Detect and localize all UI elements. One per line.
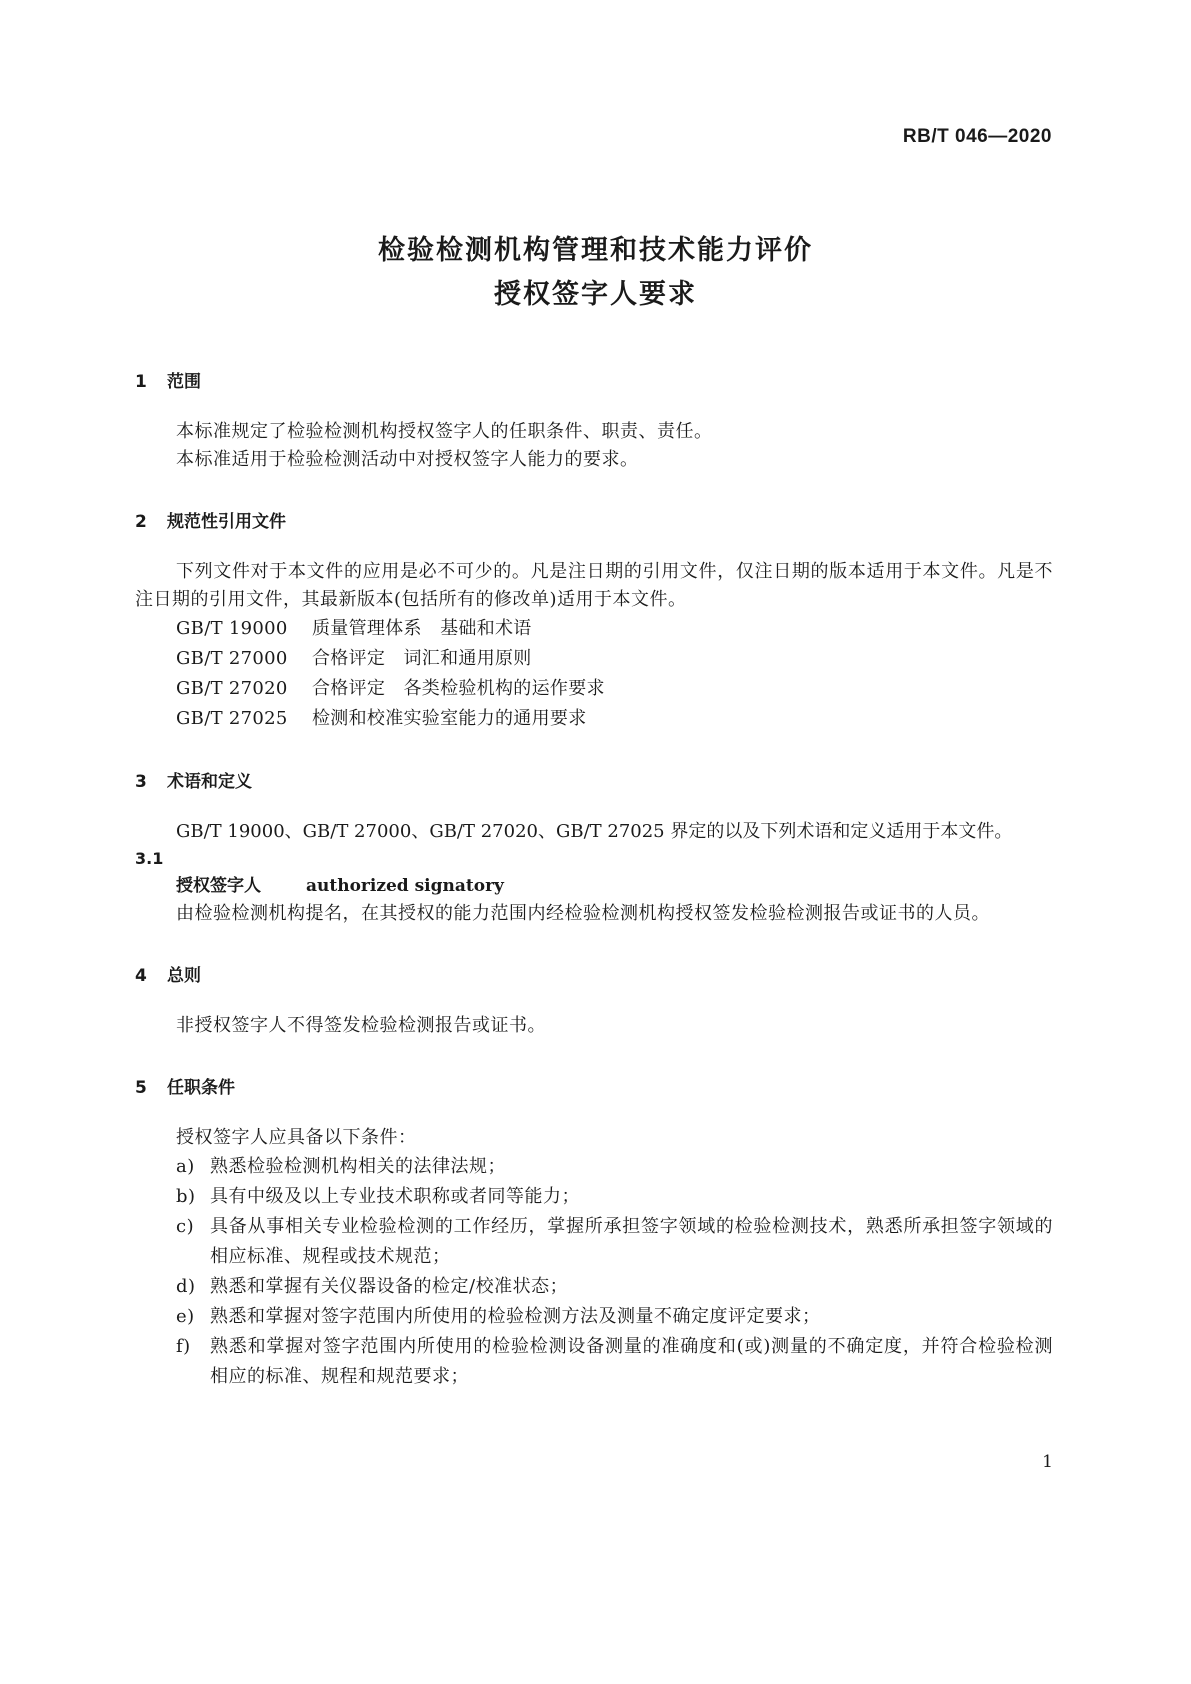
reference-code: GB/T 27020 <box>176 678 288 699</box>
list-item <box>135 1152 1053 1182</box>
paragraph: 非授权签字人不得签发检验检测报告或证书。 <box>176 1015 546 1036</box>
section-3-heading <box>135 772 1053 792</box>
list-text: 熟悉检验检测机构相关的法律法规； <box>210 1156 506 1177</box>
term-definition: 由检验检测机构提名，在其授权的能力范围内经检验检测机构授权签发检验检测报告或证书的人员。 <box>176 903 990 924</box>
section-5-heading <box>135 1078 1053 1098</box>
list-text: 熟悉和掌握对签字范围内所使用的检验检测设备测量的准确度和(或)测量的不确定度，并符合检验检测相应的标准、规程和规范要求； <box>210 1336 1053 1387</box>
paragraph: 本标准适用于检验检测活动中对授权签字人能力的要求。 <box>176 449 639 470</box>
section-number: 1 <box>135 372 147 392</box>
page-number: 1 <box>1042 1452 1053 1472</box>
section-number: 3 <box>135 772 147 792</box>
reference-item <box>135 644 1053 674</box>
list-item <box>135 1272 1053 1302</box>
term-chinese: 授权签字人 <box>176 876 261 896</box>
document-title-line-1: 检验检测机构管理和技术能力评价 <box>378 235 813 266</box>
section-4-heading <box>135 966 1053 986</box>
term-english: authorized signatory <box>306 876 504 896</box>
list-marker: e) <box>176 1306 195 1327</box>
section-1-heading <box>135 372 1053 392</box>
list-text: 具有中级及以上专业技术职称或者同等能力； <box>210 1186 580 1207</box>
reference-item <box>135 614 1053 644</box>
section-number: 5 <box>135 1078 147 1098</box>
reference-name: 合格评定 词汇和通用原则 <box>312 648 532 669</box>
document-title-line-2: 授权签字人要求 <box>494 279 697 310</box>
list-item <box>135 1182 1053 1212</box>
section-title: 规范性引用文件 <box>167 512 286 532</box>
list-item <box>135 1302 1053 1332</box>
reference-item <box>135 704 1053 734</box>
reference-name: 合格评定 各类检验机构的运作要求 <box>312 678 605 699</box>
section-2-heading <box>135 512 1053 532</box>
reference-code: GB/T 27025 <box>176 708 288 729</box>
term-entry <box>135 872 1053 900</box>
reference-code: GB/T 19000 <box>176 618 288 639</box>
section-number: 4 <box>135 966 147 986</box>
paragraph: 下列文件对于本文件的应用是必不可少的。凡是注日期的引用文件，仅注日期的版本适用于本文件。凡是不注日期的引用文件，其最新版本(包括所有的修改单)适用于本文件。 <box>135 561 1053 610</box>
list-text: 熟悉和掌握对签字范围内所使用的检验检测方法及测量不确定度评定要求； <box>210 1306 821 1327</box>
section-number: 2 <box>135 512 147 532</box>
list-item <box>135 1332 1053 1392</box>
section-title: 术语和定义 <box>167 772 252 792</box>
reference-name: 质量管理体系 基础和术语 <box>312 618 532 639</box>
paragraph: GB/T 19000、GB/T 27000、GB/T 27020、GB/T 27025 界定的以及下列术语和定义适用于本文件。 <box>176 821 1013 842</box>
reference-item <box>135 674 1053 704</box>
list-marker: a) <box>176 1156 195 1177</box>
list-text: 熟悉和掌握有关仪器设备的检定/校准状态； <box>210 1276 569 1297</box>
section-title: 总则 <box>167 966 201 986</box>
list-marker: b) <box>176 1186 196 1207</box>
subclause-number: 3.1 <box>135 849 164 868</box>
list-marker: d) <box>176 1276 196 1297</box>
list-item <box>135 1212 1053 1272</box>
list-text: 具备从事相关专业检验检测的工作经历，掌握所承担签字领域的检验检测技术，熟悉所承担签字领域的相应标准、规程或技术规范； <box>210 1216 1053 1267</box>
list-marker: f) <box>176 1336 191 1357</box>
document-body <box>135 372 1053 1392</box>
section-title: 任职条件 <box>167 1078 235 1098</box>
list-marker: c) <box>176 1216 195 1237</box>
section-title: 范围 <box>167 372 201 392</box>
paragraph: 授权签字人应具备以下条件： <box>176 1127 417 1148</box>
reference-code: GB/T 27000 <box>176 648 288 669</box>
paragraph: 本标准规定了检验检测机构授权签字人的任职条件、职责、责任。 <box>176 421 713 442</box>
reference-name: 检测和校准实验室能力的通用要求 <box>312 708 587 729</box>
standard-number: RB/T 046—2020 <box>902 126 1052 147</box>
